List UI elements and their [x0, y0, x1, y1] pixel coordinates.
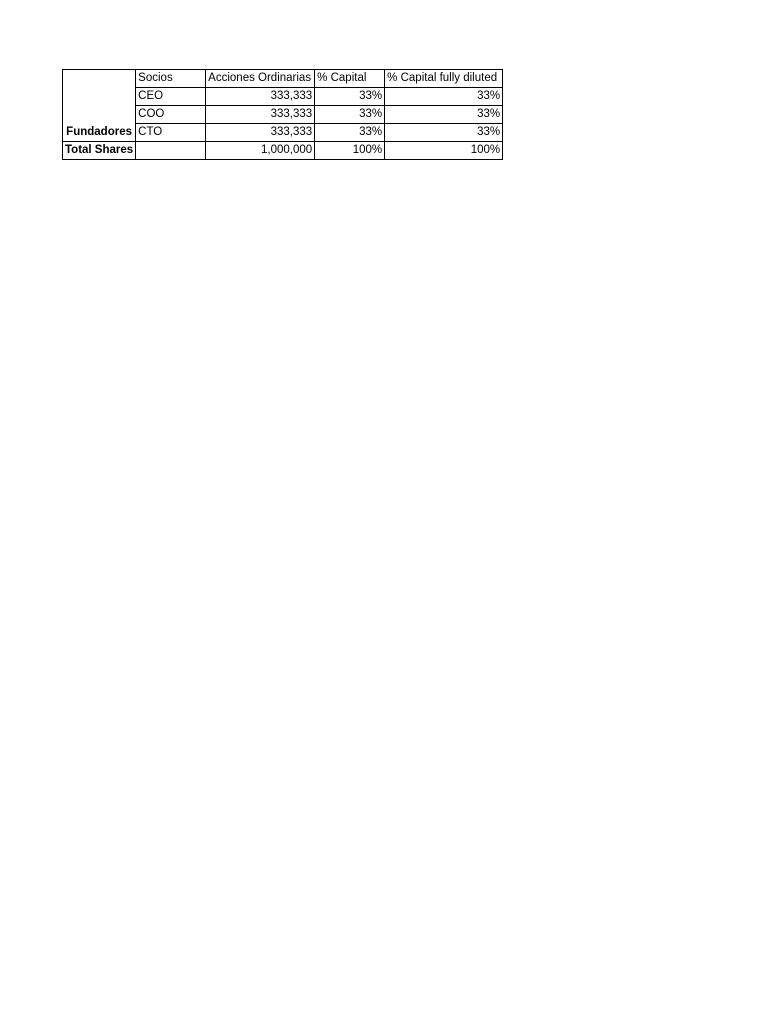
group-spacer-cell [63, 88, 136, 106]
socio-cell: CEO [136, 88, 206, 106]
group-label-fundadores: Fundadores [63, 124, 136, 142]
header-fully-diluted: % Capital fully diluted [385, 70, 503, 88]
socio-cell: COO [136, 106, 206, 124]
total-acciones: 1,000,000 [206, 142, 315, 160]
total-row [63, 142, 503, 160]
table-row [63, 124, 503, 142]
header-row [63, 70, 503, 88]
fully-diluted-cell: 33% [385, 88, 503, 106]
total-socio-cell [136, 142, 206, 160]
capital-cell: 33% [315, 106, 385, 124]
capital-cell: 33% [315, 88, 385, 106]
cap-table [62, 69, 503, 160]
acciones-cell: 333,333 [206, 106, 315, 124]
table-row [63, 88, 503, 106]
total-label: Total Shares [63, 142, 136, 160]
socio-cell: CTO [136, 124, 206, 142]
acciones-cell: 333,333 [206, 88, 315, 106]
fully-diluted-cell: 33% [385, 124, 503, 142]
acciones-cell: 333,333 [206, 124, 315, 142]
fully-diluted-cell: 33% [385, 106, 503, 124]
total-fully-diluted: 100% [385, 142, 503, 160]
total-capital: 100% [315, 142, 385, 160]
capital-cell: 33% [315, 124, 385, 142]
header-capital: % Capital [315, 70, 385, 88]
group-spacer-cell [63, 106, 136, 124]
header-acciones: Acciones Ordinarias [206, 70, 315, 88]
table-row [63, 106, 503, 124]
header-group-cell [63, 70, 136, 88]
header-socios: Socios [136, 70, 206, 88]
